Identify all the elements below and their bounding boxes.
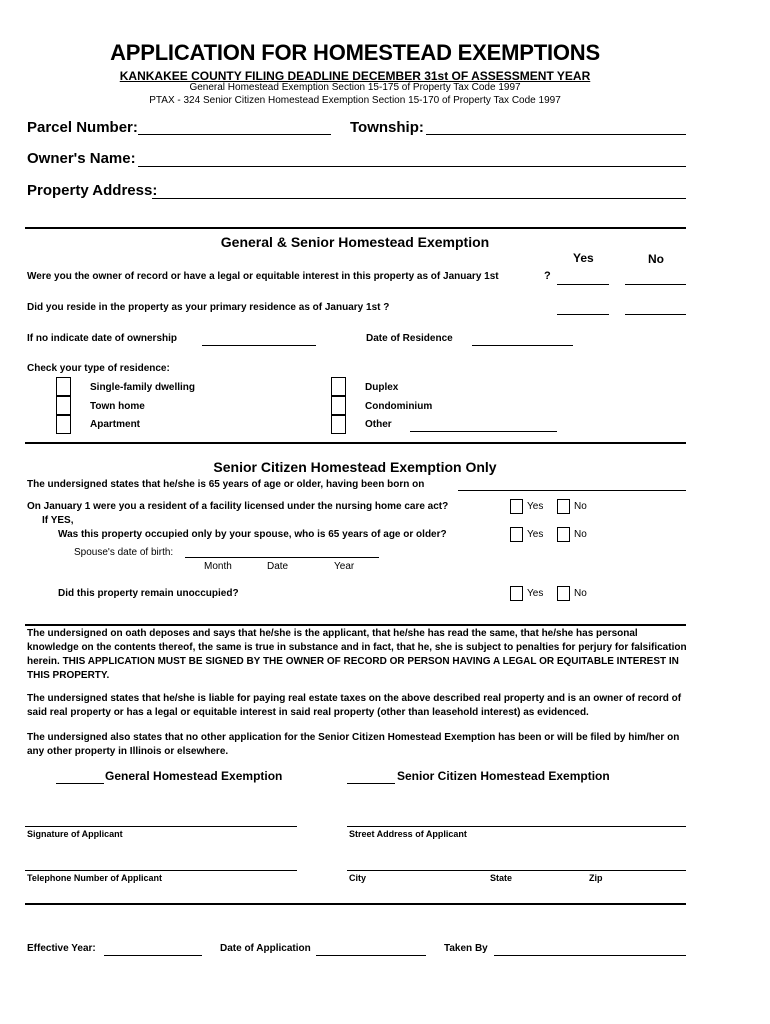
property-address-field[interactable]	[152, 198, 686, 199]
township-label: Township:	[350, 119, 424, 136]
general-section-heading: General & Senior Homestead Exemption	[220, 234, 490, 250]
yes-column-label: Yes	[573, 251, 594, 265]
spouse-no-checkbox[interactable]	[557, 527, 570, 542]
primary-residence-question: Did you reside in the property as your primary residence as of January 1st ?	[27, 302, 390, 313]
parcel-number-field[interactable]	[138, 134, 331, 135]
form-title: APPLICATION FOR HOMESTEAD EXEMPTIONS	[110, 40, 600, 65]
nursing-home-question: On January 1 were you a resident of a facility licensed under the nursing home care act?	[27, 501, 449, 512]
date-of-application-label: Date of Application	[220, 943, 311, 954]
senior-section-heading: Senior Citizen Homestead Exemption Only	[213, 459, 497, 475]
general-exemption-mark-field[interactable]	[56, 783, 104, 784]
senior-exemption-mark-field[interactable]	[347, 783, 395, 784]
street-address-field[interactable]	[347, 826, 686, 827]
city-state-zip-field[interactable]	[347, 870, 686, 871]
senior-exemption-label: Senior Citizen Homestead Exemption	[397, 769, 610, 783]
state-label: State	[490, 873, 513, 883]
oath-declaration: The undersigned on oath deposes and says that he/she is the applicant, that he/she has read the same, that he/she has personal knowledge on the contents thereof, the same is true in substance and in fact, that he, she is subject to penalties for perjury for falsification herein. THIS APPLICATION MUST BE SIGNED BY THE OWNER OF RECORD OR PERSON HAVING A LEGAL OR EQUITABLE INTEREST IN THIS PROPERTY.	[27, 628, 687, 681]
age-statement: The undersigned states that he/she is 65 years of age or older, having been born on	[27, 479, 425, 490]
dob-date-label: Date	[267, 561, 289, 572]
primary-residence-no-field[interactable]	[625, 314, 686, 315]
unoccupied-yes-label: Yes	[527, 588, 544, 599]
unoccupied-no-label: No	[574, 588, 587, 599]
spouse-dob-label: Spouse's date of birth:	[74, 547, 174, 558]
signature-label: Signature of Applicant	[27, 829, 123, 839]
effective-year-field[interactable]	[104, 955, 202, 956]
condominium-checkbox[interactable]	[331, 396, 346, 415]
spouse-yes-checkbox[interactable]	[510, 527, 523, 542]
dob-month-label: Month	[204, 561, 232, 572]
code-line-1: General Homestead Exemption Section 15-175 of Property Tax Code 1997	[189, 82, 521, 93]
spouse-no-label: No	[574, 529, 587, 540]
section-divider-3	[25, 624, 686, 626]
no-other-application-declaration: The undersigned also states that no other application for the Senior Citizen Homestead Exemption has been or will be filed by him/her on any other property in Illinois or elsewhere.	[27, 732, 680, 757]
nursing-yes-checkbox[interactable]	[510, 499, 523, 514]
spouse-dob-field[interactable]	[185, 557, 379, 558]
duplex-checkbox[interactable]	[331, 377, 346, 396]
code-line-2: PTAX - 324 Senior Citizen Homestead Exemption Section 15-170 of Property Tax Code 1997	[149, 95, 561, 106]
residence-type-label: Check your type of residence:	[27, 363, 170, 374]
apartment-checkbox[interactable]	[56, 415, 71, 434]
nursing-yes-label: Yes	[527, 501, 544, 512]
single-family-label: Single-family dwelling	[90, 382, 196, 393]
liability-declaration: The undersigned states that he/she is liable for paying real estate taxes on the above described real property and is an owner of record of said real property or has a legal or equitable interest in said real property (other than leasehold interest) as evidenced.	[27, 693, 682, 718]
section-divider-4	[25, 903, 686, 905]
owner-of-record-yes-field[interactable]	[557, 284, 609, 285]
date-of-application-field[interactable]	[316, 955, 426, 956]
nursing-no-label: No	[574, 501, 587, 512]
ownership-date-label: If no indicate date of ownership	[27, 333, 178, 344]
unoccupied-question: Did this property remain unoccupied?	[58, 588, 239, 599]
question-mark: ?	[544, 270, 551, 282]
ownership-date-field[interactable]	[202, 345, 316, 346]
residence-date-field[interactable]	[472, 345, 573, 346]
taken-by-label: Taken By	[444, 943, 488, 954]
taken-by-field[interactable]	[494, 955, 686, 956]
owner-of-record-no-field[interactable]	[625, 284, 686, 285]
condominium-label: Condominium	[365, 401, 433, 412]
duplex-label: Duplex	[365, 382, 399, 393]
unoccupied-yes-checkbox[interactable]	[510, 586, 523, 601]
parcel-number-label: Parcel Number:	[27, 119, 138, 136]
unoccupied-no-checkbox[interactable]	[557, 586, 570, 601]
property-address-label: Property Address:	[27, 182, 158, 199]
residence-date-label: Date of Residence	[366, 333, 453, 344]
single-family-checkbox[interactable]	[56, 377, 71, 396]
spouse-question: Was this property occupied only by your spouse, who is 65 years of age or older?	[58, 529, 447, 540]
section-divider	[25, 227, 686, 229]
city-label: City	[349, 873, 367, 883]
zip-label: Zip	[589, 873, 603, 883]
township-field[interactable]	[426, 134, 686, 135]
filing-deadline: KANKAKEE COUNTY FILING DEADLINE DECEMBER 31st OF ASSESSMENT YEAR	[119, 69, 591, 83]
telephone-field[interactable]	[25, 870, 297, 871]
apartment-label: Apartment	[90, 419, 141, 430]
street-address-label: Street Address of Applicant	[349, 829, 467, 839]
town-home-checkbox[interactable]	[56, 396, 71, 415]
general-exemption-label: General Homestead Exemption	[105, 769, 283, 783]
nursing-no-checkbox[interactable]	[557, 499, 570, 514]
spouse-yes-label: Yes	[527, 529, 544, 540]
section-divider-2	[25, 442, 686, 444]
if-yes-label: If YES,	[42, 515, 74, 526]
birth-date-field[interactable]	[458, 490, 686, 491]
other-label: Other	[365, 419, 392, 430]
other-residence-field[interactable]	[410, 431, 557, 432]
owner-of-record-question: Were you the owner of record or have a legal or equitable interest in this property as of January 1st	[27, 271, 499, 282]
primary-residence-yes-field[interactable]	[557, 314, 609, 315]
owners-name-label: Owner's Name:	[27, 150, 136, 167]
no-column-label: No	[648, 252, 664, 266]
signature-field[interactable]	[25, 826, 297, 827]
town-home-label: Town home	[90, 401, 145, 412]
effective-year-label: Effective Year:	[27, 943, 96, 954]
owners-name-field[interactable]	[138, 166, 686, 167]
telephone-label: Telephone Number of Applicant	[27, 873, 163, 883]
dob-year-label: Year	[334, 561, 355, 572]
other-checkbox[interactable]	[331, 415, 346, 434]
